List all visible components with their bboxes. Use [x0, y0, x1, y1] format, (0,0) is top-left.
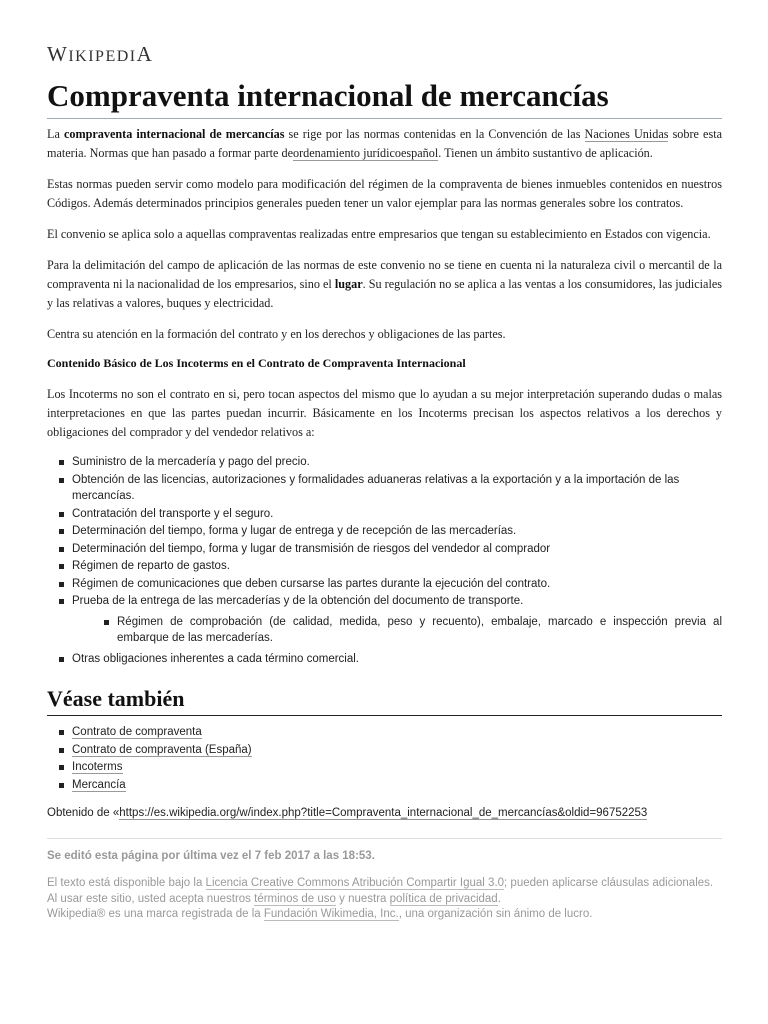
nested-list-item: Régimen de comprobación (de calidad, medida, peso y recuento), embalaje, marcado e inspección previa al embarque de las mercaderías.: [117, 614, 722, 647]
link-privacy-policy[interactable]: política de privacidad: [389, 892, 498, 905]
link-mercancia[interactable]: Mercancía: [72, 778, 126, 791]
paragraph-2: Estas normas pueden servir como modelo para modificación del régimen de la compraventa de bienes inmuebles contenidos en nuestros Códigos. Además determinados principios generales pueden tener un valor ejemplar para las normas generales sobre los contratos.: [47, 177, 722, 210]
link-naciones-unidas[interactable]: Naciones Unidas: [584, 127, 669, 141]
section-subheading: Contenido Básico de Los Incoterms en el Contrato de Compraventa Internacional: [47, 356, 466, 370]
license-notice: El texto está disponible bajo la Licencia Creative Commons Atribución Compartir Igual 3.0; pueden aplicarse cláusulas adicionales. Al usar este sitio, usted acepta nuestros términos de uso y nuestra política de privacidad. Wikipedia® es una marca registrada de la Fundación Wikimedia, Inc., una organización sin ánimo de lucro.: [47, 877, 714, 920]
paragraph-6: Los Incoterms no son el contrato en si, pero tocan aspectos del mismo que lo ayudan a su mejor interpretación superando dudas o malas interpretaciones en que las partes puedan incurrir. Básicamente en los Incoterms precisan los aspectos relativos a los derechos y obligaciones del comprador y del vendedor relativos a:: [47, 387, 722, 439]
lugar-bold: lugar: [334, 277, 363, 291]
wordmark-middle: IKIPEDI: [68, 48, 137, 65]
see-also-item: [72, 759, 722, 776]
list-item: Determinación del tiempo, forma y lugar de entrega y de recepción de las mercaderías.: [72, 523, 722, 540]
list-item: Prueba de la entrega de las mercaderías y de la obtención del documento de transporte. Régimen de comprobación (de calidad, medida, peso y recuento), embalaje, marcado e inspección previa al embarque de las mercaderías.: [72, 593, 722, 647]
list-item: Suministro de la mercadería y pago del precio.: [72, 454, 722, 471]
see-also-item: [72, 777, 722, 794]
link-espanol[interactable]: español: [400, 146, 439, 160]
link-wikimedia-foundation[interactable]: Fundación Wikimedia, Inc.: [263, 908, 399, 920]
link-terms-of-use[interactable]: términos de uso: [254, 892, 336, 905]
see-also-item: [72, 724, 722, 741]
list-item: Régimen de comunicaciones que deben cursarse las partes durante la ejecución del contrato.: [72, 576, 722, 593]
see-also-item: [72, 742, 722, 759]
permanent-link[interactable]: https://es.wikipedia.org/w/index.php?title=Compraventa_internacional_de_mercancías&oldid=96752253: [119, 807, 648, 819]
wikipedia-wordmark[interactable]: [47, 0, 722, 69]
retrieved-from: Obtenido de «https://es.wikipedia.org/w/index.php?title=Compraventa_internacional_de_mercancías&oldid=96752253: [47, 807, 648, 819]
footer-divider: [47, 838, 722, 839]
list-item: Régimen de reparto de gastos.: [72, 558, 722, 575]
link-cc-license[interactable]: Licencia Creative Commons Atribución Compartir Igual 3.0: [205, 877, 505, 889]
see-also-heading: Véase también: [47, 685, 722, 716]
paragraph-4: Para la delimitación del campo de aplicación de las normas de este convenio no se tiene en cuenta ni la naturaleza civil o mercantil de la compraventa ni la nacionalidad de los empresarios, sino el lugar. Su regulación no se aplica a las ventas a los consumidores, las judiciales y las relativas a valores, buques y electricidad.: [47, 258, 722, 310]
list-item: Determinación del tiempo, forma y lugar de transmisión de riesgos del vendedor al comprador: [72, 541, 722, 558]
link-ordenamiento-juridico[interactable]: ordenamiento jurídico: [293, 146, 401, 160]
list-item: Otras obligaciones inherentes a cada término comercial.: [72, 651, 722, 668]
paragraph-5: Centra su atención en la formación del contrato y en los derechos y obligaciones de las partes.: [47, 327, 506, 341]
see-also-list: [47, 724, 722, 793]
wordmark-first: W: [47, 42, 69, 66]
link-contrato-de-compraventa[interactable]: Contrato de compraventa: [72, 726, 202, 738]
link-incoterms[interactable]: Incoterms: [72, 761, 123, 773]
list-item: Contratación del transporte y el seguro.: [72, 506, 722, 523]
intro-paragraph: La compraventa internacional de mercancías se rige por las normas contenidas en la Convención de las Naciones Unidas sobre esta materia. Normas que han pasado a formar parte deordenamiento jurídicoespañol. Tienen un ámbito sustantivo de aplicación.: [47, 127, 722, 160]
last-edited-notice: Se editó esta página por última vez el 7 feb 2017 a las 18:53.: [47, 850, 375, 862]
incoterms-bullet-list: [47, 454, 722, 667]
nested-bullet-list: [92, 614, 722, 647]
page-title: Compraventa internacional de mercancías: [47, 77, 722, 119]
list-item: Obtención de las licencias, autorizaciones y formalidades aduaneras relativas a la exportación y a la importación de las mercancías.: [72, 472, 722, 505]
link-contrato-de-compraventa-espana[interactable]: Contrato de compraventa (España): [72, 743, 252, 756]
article-subject-bold: compraventa internacional de mercancías: [63, 127, 285, 141]
wordmark-last: A: [136, 42, 154, 66]
paragraph-3: El convenio se aplica solo a aquellas compraventas realizadas entre empresarios que tengan su establecimiento en Estados con vigencia.: [47, 227, 711, 241]
